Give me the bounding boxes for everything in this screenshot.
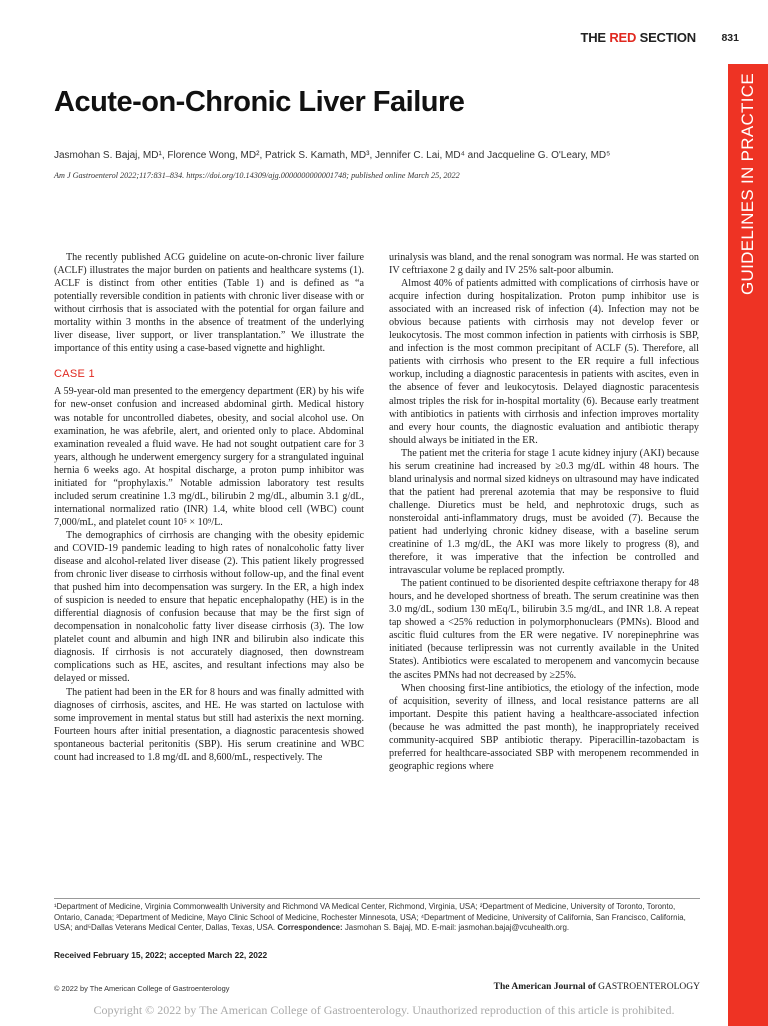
paragraph: Almost 40% of patients admitted with complications of cirrhosis have or acquire infection during hospitalization. Proton pump inhibitor use is associated with an increased risk of infection (4). Infection may not be obvious because patients with cirrhosis may not develop fever or leukocytosis. The most common infection in patients with cirrhosis is SBP, and infection is the most common precipitant of ACLF (5). Therefore, all patients with cirrhosis who present to the ER require a full infectious workup, including a diagnostic paracentesis in patients with ascites, even in the absence of fever and leukocytosis. Delayed diagnostic paracentesis almost triples the risk for in-hospital mortality (6). Because early treatment with antibiotics in patients with cirrhosis and infection improves mortality and every hour counts, the diagnostic evaluation and antibiotic therapy should always be initiated in the ER. [389,278,699,446]
correspondence-text: Jasmohan S. Bajaj, MD. E-mail: jasmohan.bajaj@vcuhealth.org. [344,923,570,933]
sidebar [728,64,768,304]
case-heading: CASE 1 [54,368,95,381]
author-list: Jasmohan S. Bajaj, MD¹, Florence Wong, MD², Patrick S. Kamath, MD³, Jennifer C. Lai, MD⁴ and Jacqueline G. O'Leary, MD⁵ [54,150,611,161]
paragraph: The patient had been in the ER for 8 hours and was finally admitted with diagnoses of cirrhosis, ascites, and HE. He was started on lactulose with some improvement in mental status but still had asterixis the next morning. Fourteen hours after initial presentation, a diagnostic paracentesis showed spontaneous bacterial peritonitis (SBP). His serum creatinine and WBC count had increased to 1.8 mg/dL and 8,600/mL, respectively. The [54,686,364,763]
journal-prefix: The American Journal of [493,982,596,992]
paragraph: urinalysis was bland, and the renal sonogram was normal. He was started on IV ceftriaxone 2 g daily and IV 25% salt-poor albumin. [389,252,699,277]
header-the: THE [580,30,606,45]
header-section: SECTION [639,30,696,45]
copyright-line: © 2022 by The American College of Gastroenterology [54,984,230,993]
sidebar-label: GUIDELINES IN PRACTICE [738,73,757,295]
citation: Am J Gastroenterol 2022;117:831–834. https://doi.org/10.14309/ajg.0000000000001748; published online March 25, 2022 [54,171,460,180]
paragraph: The demographics of cirrhosis are changing with the obesity epidemic and COVID-19 pandemic leading to high rates of nonalcoholic fatty liver disease and alcohol-related liver disease (2). This patient likely progressed from chronic liver disease to cirrhosis without follow-up, and the final event that pushed him into decompensation was surgery. In the ER, a high index of suspicion is needed to ensure that hepatic encephalopathy (HE) is in the differential diagnosis of confusion because that may be the first sign of decompensation in nonalcoholic fatty liver disease cirrhosis (3). The low platelet count and albumin and high INR and bilirubin also indicate this diagnosis. If cirrhosis is not accurately diagnosed, then downstream complications such as HE, ascites, and resultant infections may also be delayed or missed. [54,529,364,685]
paragraph: When choosing first-line antibiotics, the etiology of the infection, mode of acquisition, severity of illness, and local resistance patterns are all important. Despite this patient having a healthcare-associated infection (because he was admitted the past month), he inappropriately received community-acquired SBP antibiotic therapy. Piperacillin-tazobactam is preferred for healthcare-associated SBP with meropenem recommended in geographic regions where [389,682,699,772]
journal-name [494,982,700,992]
paragraph: The patient met the criteria for stage 1 acute kidney injury (AKI) because his serum creatinine had increased by ≥0.3 mg/dL within 48 hours. The bland urinalysis and normal sized kidneys on ultrasound may have indicated that the patient had prerenal azotemia that may be responsive to fluid challenge. Diuretics must be held, and nephrotoxic drugs, such as nonsteroidal anti-inflammatory drugs, must be avoided (7). Because the patient had underlying chronic kidney disease, with a baseline serum creatinine of 1.3 mg/dL, the AKI was more likely to progress (8), and therefore, it was imperative that the infection be controlled and intravascular volume be replaced promptly. [389,447,699,577]
page-number: 831 [721,32,739,44]
copyright-notice: Copyright © 2022 by The American College of Gastroenterology. Unauthorized reproduction of this article is prohibited. [93,1003,675,1017]
article-title: Acute-on-Chronic Liver Failure [54,86,465,118]
received-dates: Received February 15, 2022; accepted March 22, 2022 [54,950,268,960]
paragraph: The patient continued to be disoriented despite ceftriaxone therapy for 48 hours, and he developed shortness of breath. The serum creatinine was then 3.0 mg/dL, sodium 130 mEq/L, bilirubin 3.5 mg/dL, and INR 1.8. A repeat tap showed a <25% reduction in polymorphonuclears (PMNs). Blood and ascitic fluid cultures from the ER were negative. IV norepinephrine was initiated (because terlipressin was not currently available in the United States). Antibiotics were escalated to meropenem and vancomycin because the ascites PMNs had not decreased by ≥25%. [389,578,699,681]
affiliations: ¹Department of Medicine, Virginia Commonwealth University and Richmond VA Medical Center, Richmond, Virginia, USA; ²Department of Medicine, University of Toronto, Toronto, Ontario, Canada; ³Department of Medicine, Mayo Clinic School of Medicine, Rochester Minnesota, USA; ⁴Department of Medicine, University of California, San Francisco, California, USA; and⁵Dallas Veterans Medical Center, Dallas, Texas, USA. [54,902,686,933]
affiliations-footnote [54,902,700,934]
paragraph: A 59-year-old man presented to the emergency department (ER) by his wife for new-onset confusion and increased abdominal girth. Medical history was notable for uncontrolled diabetes, obesity, and social alcohol use. On examination, he was afebrile, alert, and oriented only to place. Abdominal examination revealed a fluid wave. He had not sought outpatient care for 3 years, although he underwent emergency surgery for a strangulated inguinal hernia 6 weeks ago. At hospital discharge, a proton pump inhibitor was initiated for “prophylaxis.” Notable admission laboratory test results included serum creatinine 1.3 mg/dL, bilirubin 2 mg/dL, albumin 3.1 g/dL, international normalized ratio (INR) 1.4, white blood cell (WBC) count 7,000/mL, and platelet count 10⁵ × 10⁹/L. [54,386,364,528]
intro-paragraph: The recently published ACG guideline on acute-on-chronic liver failure (ACLF) illustrates the major burden on patients and healthcare systems (1). ACLF is distinct from other entities (Table 1) and is defined as “a potentially reversible condition in patients with chronic liver disease with or without cirrhosis that is associated with the potential for organ failure and mortality within 3 months in the absence of treatment of the underlying liver disease, liver support, or liver transplantation.” We illustrate the importance of this entity using a case-based vignette and highlight. [54,252,364,355]
journal-title: GASTROENTEROLOGY [598,982,700,992]
column-right [389,251,699,773]
column-left [54,251,364,764]
header-red: RED [609,30,637,45]
footnote-divider [54,898,700,899]
correspondence-label: Correspondence: [277,923,343,933]
section-header [581,30,697,45]
